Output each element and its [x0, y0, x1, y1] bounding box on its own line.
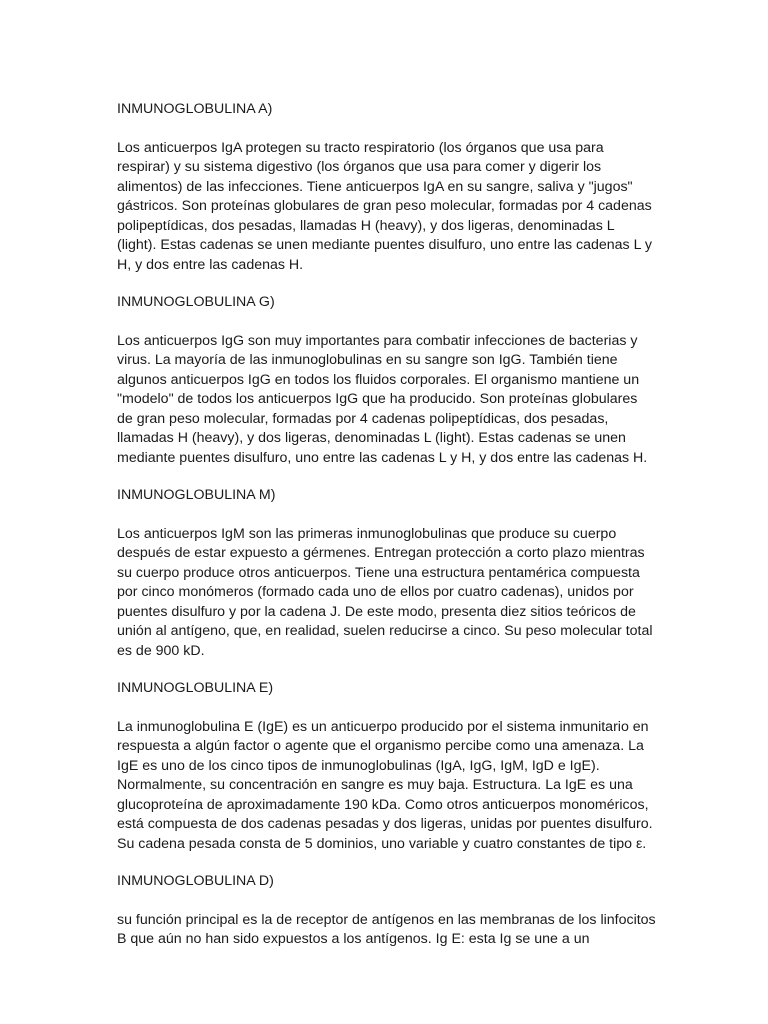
- section-heading-iga: INMUNOGLOBULINA A): [117, 101, 273, 117]
- section-heading-igm: INMUNOGLOBULINA M): [117, 487, 276, 503]
- section-body-iga: Los anticuerpos IgA protegen su tracto respiratorio (los órganos que usa para respirar) y su sistema digestivo (los órganos que usa para comer y digerir los alimentos) de las infecciones. Tiene anticuerpos IgA en su sangre, saliva y "jugos" gástricos. Son proteínas globulares de gran peso molecular, formadas por 4 cadenas polipeptídicas, dos pesadas, llamadas H (heavy), y dos ligeras, denominadas L (light). Estas cadenas se unen mediante puentes disulfuro, uno entre las cadenas L y H, y dos entre las cadenas H.: [117, 139, 652, 273]
- section-body-igm: Los anticuerpos IgM son las primeras inmunoglobulinas que produce su cuerpo después de estar expuesto a gérmenes. Entregan protección a corto plazo mientras su cuerpo produce otros anticuerpos. Tiene una estructura pentamérica compuesta por cinco monómeros (formado cada uno de ellos por cuatro cadenas), unidos por puentes disulfuro y por la cadena J. De este modo, presenta diez sitios teóricos de unión al antígeno, que, en realidad, suelen reducirse a cinco. Su peso molecular total es de 900 kD.: [117, 525, 653, 659]
- section-heading-igd: INMUNOGLOBULINA D): [117, 873, 274, 889]
- section-body-igg: Los anticuerpos IgG son muy importantes para combatir infecciones de bacterias y virus. La mayoría de las inmunoglobulinas en su sangre son IgG. También tiene algunos anticuerpos IgG en todos los fluidos corporales. El organismo mantiene un "modelo" de todos los anticuerpos IgG que ha producido. Son proteínas globulares de gran peso molecular, formadas por 4 cadenas polipeptídicas, dos pesadas, llamadas H (heavy), y dos ligeras, denominadas L (light). Estas cadenas se unen mediante puentes disulfuro, uno entre las cadenas L y H, y dos entre las cadenas H.: [117, 332, 648, 466]
- section-body-ige: La inmunoglobulina E (IgE) es un anticuerpo producido por el sistema inmunitario en respuesta a algún factor o agente que el organismo percibe como una amenaza. La IgE es uno de los cinco tipos de inmunoglobulinas (IgA, IgG, IgM, IgD e IgE). Normalmente, su concentración en sangre es muy baja. Estructura. La IgE es una glucoproteína de aproximadamente 190 kDa. Como otros anticuerpos monoméricos, está compuesta de dos cadenas pesadas y dos ligeras, unidas por puentes disulfuro. Su cadena pesada consta de 5 dominios, uno variable y cuatro constantes de tipo ε.: [117, 718, 653, 852]
- document-page: [117, 100, 657, 968]
- section-heading-ige: INMUNOGLOBULINA E): [117, 680, 274, 696]
- section-heading-igg: INMUNOGLOBULINA G): [117, 294, 275, 310]
- section-body-igd: su función principal es la de receptor de antígenos en las membranas de los linfocitos B que aún no han sido expuestos a los antígenos. Ig E: esta Ig se une a un: [117, 911, 656, 947]
